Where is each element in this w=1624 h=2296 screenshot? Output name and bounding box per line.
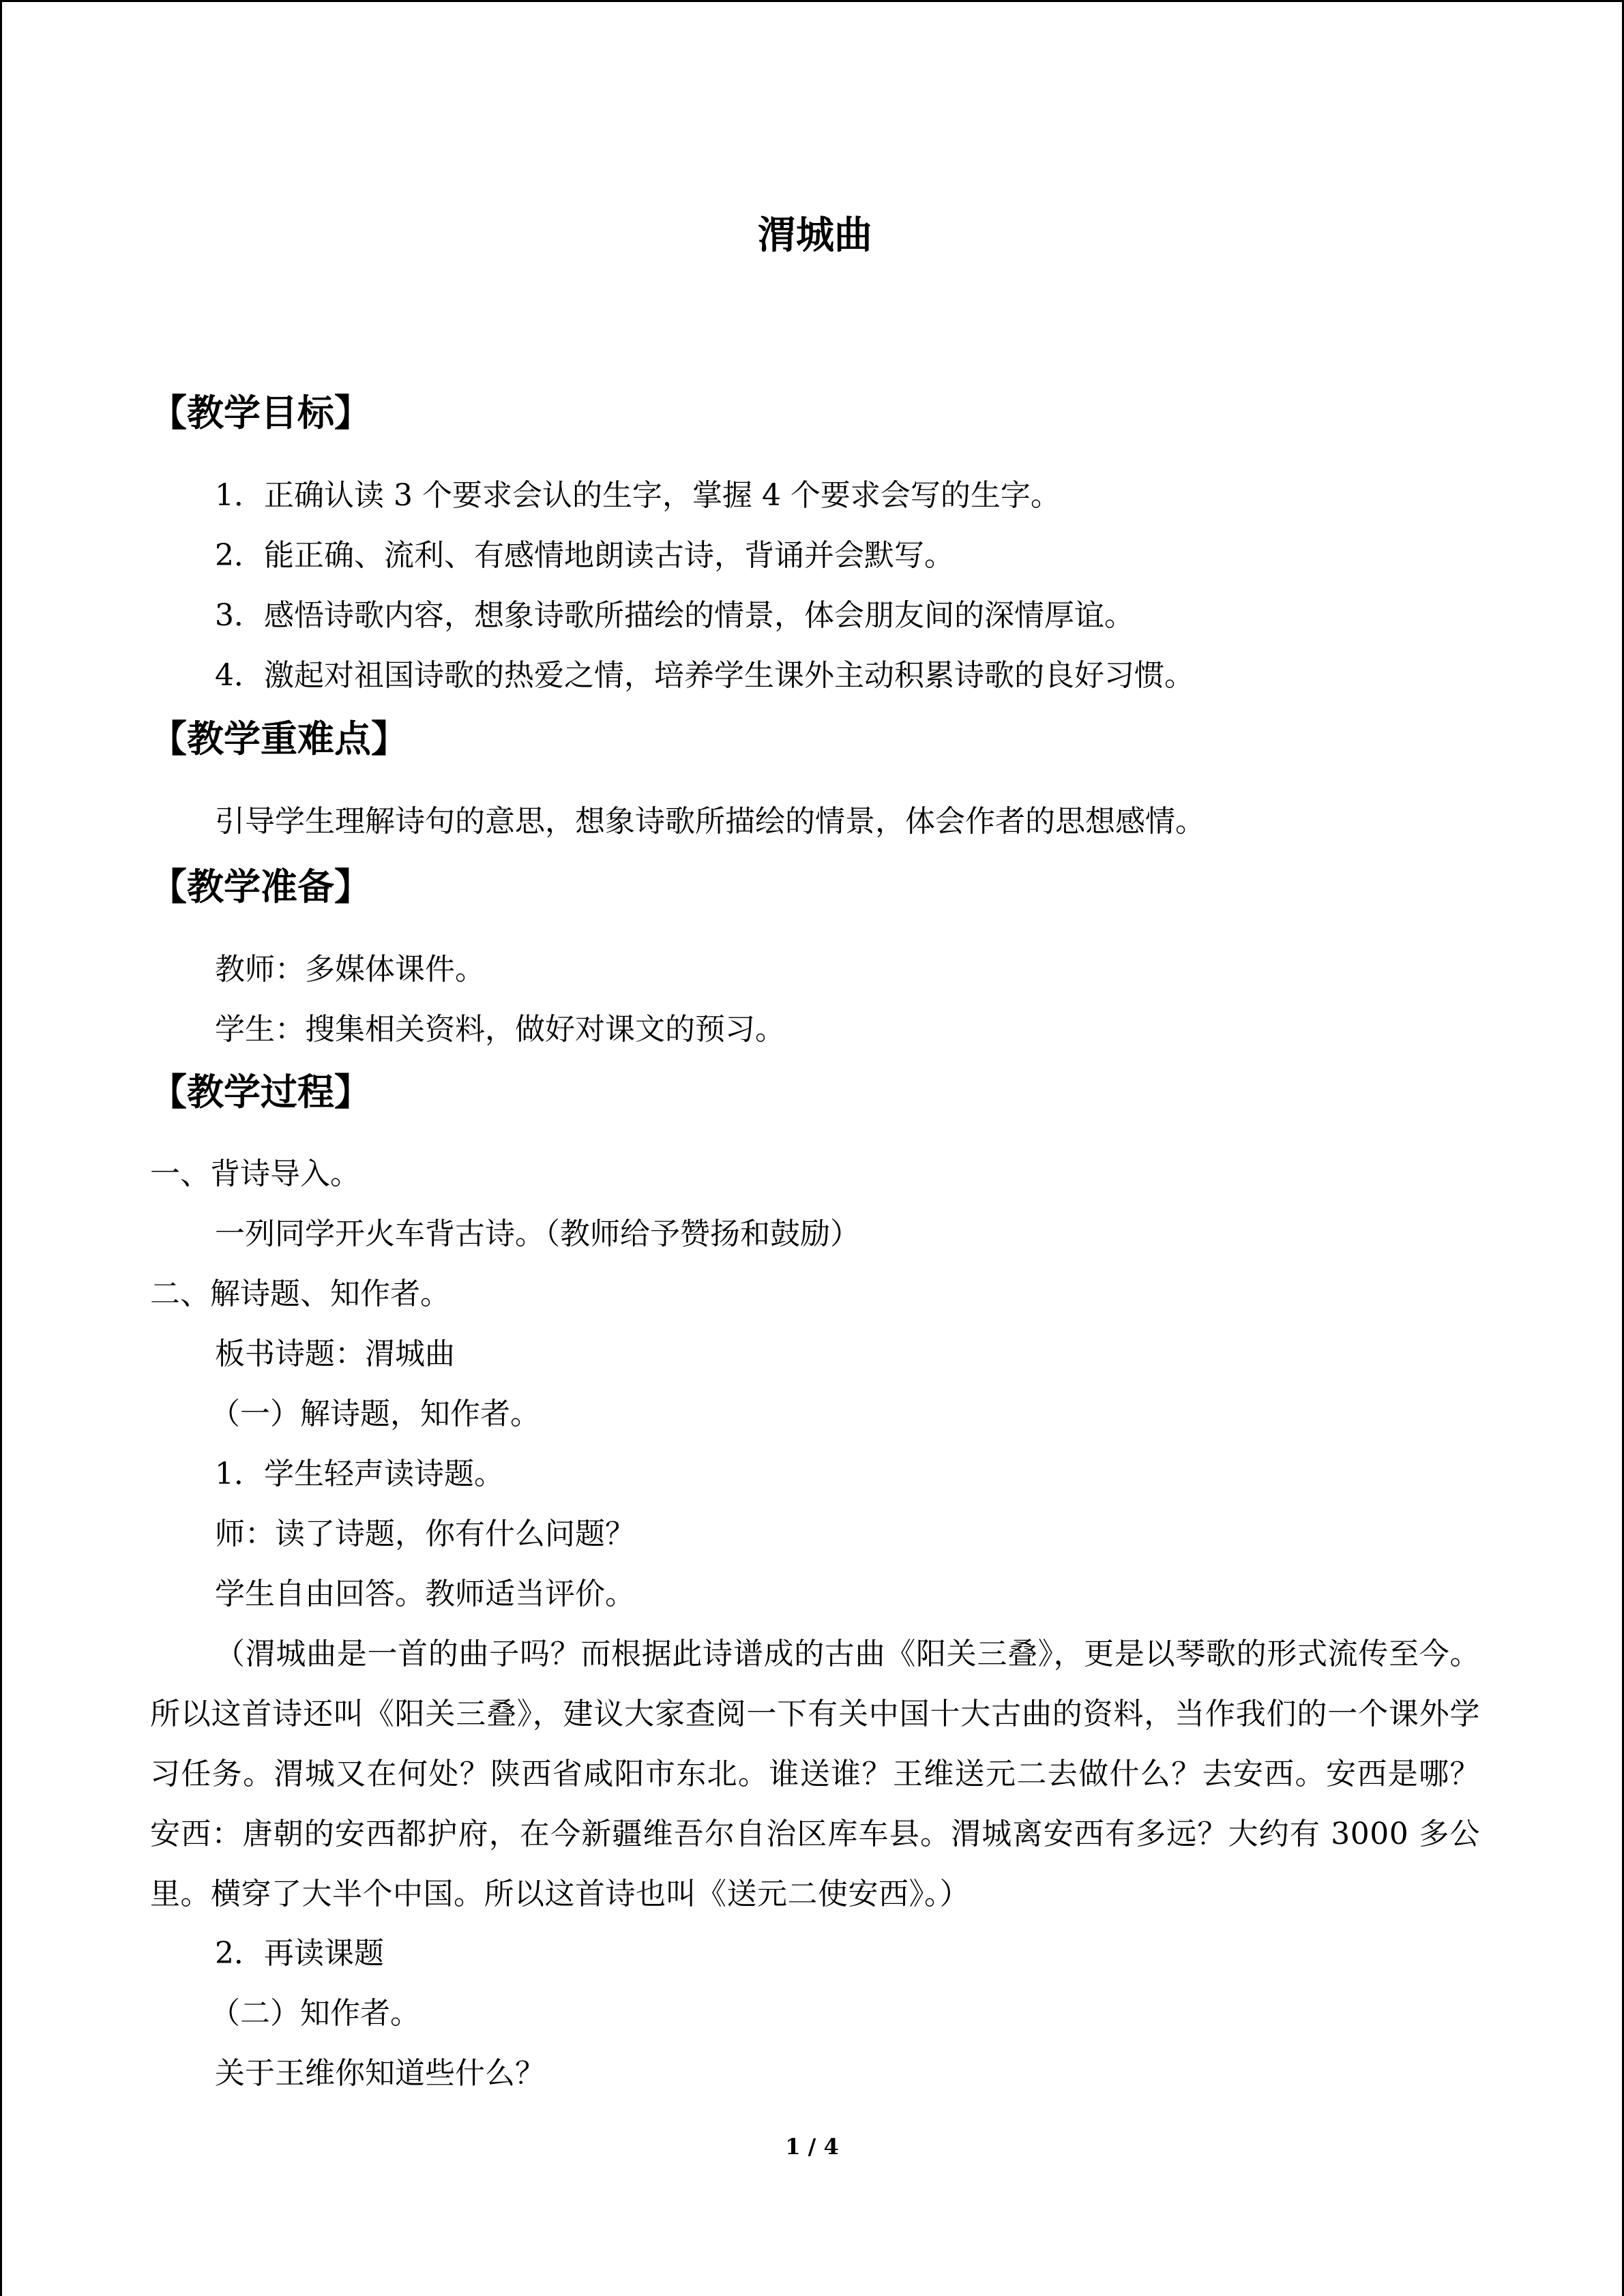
- teacher-question: 师：读了诗题，你有什么问题？: [215, 1517, 635, 1551]
- sub-section-1: （一）解诗题，知作者。: [210, 1397, 540, 1431]
- process-heading: 【教学过程】: [150, 1070, 371, 1114]
- preparation-teacher: 教师：多媒体课件。: [215, 952, 485, 987]
- objective-item-4: 4．激起对祖国诗歌的热爱之情，培养学生课外主动积累诗歌的良好习惯。: [215, 658, 1194, 693]
- step1-text: 一列同学开火车背古诗。（教师给予赞扬和鼓励）: [215, 1217, 860, 1251]
- objective-item-2: 2．能正确、流利、有感情地朗读古诗，背诵并会默写。: [215, 538, 954, 573]
- preparation-heading: 【教学准备】: [150, 865, 371, 908]
- board-title: 板书诗题：渭城曲: [215, 1337, 455, 1371]
- sub1-item-2: 2．再读课题: [215, 1936, 384, 1971]
- key-points-heading: 【教学重难点】: [150, 717, 408, 760]
- explanation-paragraph: （渭城曲是一首的曲子吗？而根据此诗谱成的古曲《阳关三叠》，更是以琴歌的形式流传至今。所以这首诗还叫《阳关三叠》，建议大家查阅一下有关中国十大古曲的资料，当作我们的一个课外学习任务。渭城又在何处？陕西省咸阳市东北。谁送谁？王维送元二去做什么？去安西。安西是哪？安西：唐朝的安西都护府，在今新疆维吾尔自治区库车县。渭城离安西有多远？大约有 3000 多公里。横穿了大半个中国。所以这首诗也叫《送元二使安西》。）: [150, 1637, 1480, 1911]
- objective-item-1: 1．正确认读 3 个要求会认的生字，掌握 4 个要求会写的生字。: [215, 478, 1061, 513]
- author-question: 关于王维你知道些什么？: [215, 2056, 545, 2091]
- sub1-item-1: 1．学生轻声读诗题。: [215, 1457, 504, 1491]
- page-number: 1 / 4: [785, 2134, 839, 2160]
- key-points-text: 引导学生理解诗句的意思，想象诗歌所描绘的情景，体会作者的思想感情。: [215, 804, 1205, 839]
- page-title: 渭城曲: [758, 213, 872, 258]
- sub-section-2: （二）知作者。: [210, 1996, 420, 2031]
- objective-item-3: 3．感悟诗歌内容，想象诗歌所描绘的情景，体会朋友间的深情厚谊。: [215, 598, 1134, 633]
- step1-title: 一、背诗导入。: [150, 1157, 360, 1191]
- student-answer: 学生自由回答。教师适当评价。: [215, 1577, 635, 1611]
- preparation-student: 学生：搜集相关资料，做好对课文的预习。: [215, 1012, 785, 1047]
- step2-title: 二、解诗题、知作者。: [150, 1277, 450, 1311]
- objectives-heading: 【教学目标】: [150, 391, 371, 434]
